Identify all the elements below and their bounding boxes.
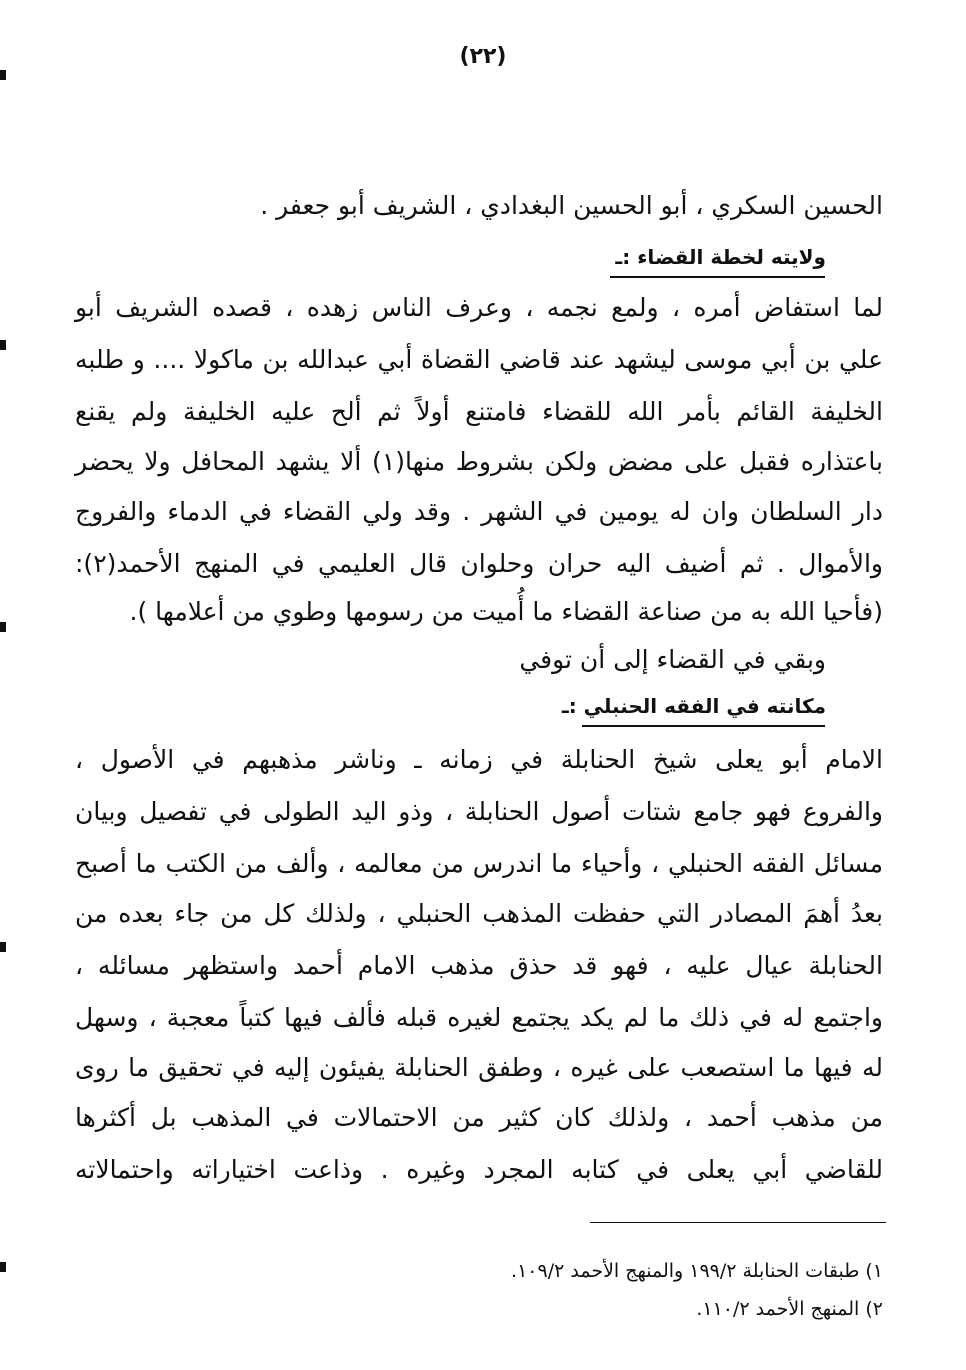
paragraph-line: الخليفة القائم بأمر الله للقضاء فامتنع أولاً ثم ألح عليه الخليفة ولم يقنع (75, 397, 883, 426)
paragraph-line: من مذهب أحمد ، ولذلك كان كثير من الاحتمالات في المذهب بل أكثرها (75, 1103, 883, 1132)
section-heading-hanbali-fiqh: مكانته في الفقه الحنبلي :ـ (561, 694, 826, 718)
paragraph-line: له فيها ما استصعب على غيره ، وطفق الحنابلة يفيئون إليه في تحقيق ما روى (75, 1053, 883, 1082)
heading-underline (610, 276, 825, 278)
paragraph-line: علي بن أبي موسى ليشهد عند قاضي القضاة أبي عبدالله بن ماكولا .... و طلبه (75, 345, 883, 374)
section-heading-judiciary: ولايته لخطة القضاء :ـ (615, 245, 826, 269)
paragraph-line: واجتمع له في ذلك ما لم يكد يجتمع لغيره قبله فألف فيها كتباً معجبة ، وسهل (75, 1003, 883, 1032)
margin-mark (0, 942, 6, 952)
paragraph-line: الحنابلة عيال عليه ، فهو قد حذق مذهب الامام أحمد واستظهر مسائله ، (75, 951, 883, 980)
footnote: ٢) المنهج الأحمد ١١٠/٢. (696, 1298, 883, 1320)
paragraph-line: والفروع فهو جامع شتات أصول الحنابلة ، وذو اليد الطولى في تفصيل وبيان (75, 797, 883, 826)
margin-mark (0, 70, 6, 80)
paragraph-line: مسائل الفقه الحنبلي ، وأحياء ما اندرس من معالمه ، وألف من الكتب ما أصبح (75, 849, 883, 878)
paragraph-line: والأموال . ثم أضيف اليه حران وحلوان قال العليمي في المنهج الأحمد(٢): (75, 549, 883, 578)
margin-mark (0, 1262, 6, 1272)
paragraph-line: بعدُ أهمَ المصادر التي حفظت المذهب الحنبلي ، ولذلك كل من جاء بعده من (75, 899, 883, 928)
footnote: ١) طبقات الحنابلة ١٩٩/٢ والمنهج الأحمد ١٠٩/٢. (511, 1260, 883, 1282)
paragraph-line: وبقي في القضاء إلى أن توفي (519, 645, 826, 674)
paragraph-line: لما استفاض أمره ، ولمع نجمه ، وعرف الناس زهده ، قصده الشريف أبو (75, 293, 883, 322)
paragraph-line: دار السلطان وان له يومين في الشهر . وقد ولي القضاء في الدماء والفروج (75, 497, 883, 526)
page-number: (٢٢) (459, 44, 507, 69)
paragraph-line: (فأحيا الله به من صناعة القضاء ما أُميت من رسومها وطوي من أعلامها ). (129, 597, 883, 626)
paragraph-line: الامام أبو يعلى شيخ الحنابلة في زمانه ـ وناشر مذهبهم في الأصول ، (75, 745, 883, 774)
paragraph-line: للقاضي أبي يعلى في كتابه المجرد وغيره . وذاعت اختياراته واحتمالاته (75, 1155, 883, 1184)
paragraph-line: باعتذاره فقبل على مضض ولكن بشروط منها(١) ألا يشهد المحافل ولا يحضر (75, 447, 883, 476)
footnote-separator (590, 1222, 886, 1223)
margin-mark (0, 622, 6, 632)
intro-line: الحسين السكري ، أبو الحسين البغدادي ، الشريف أبو جعفر . (260, 191, 883, 220)
heading-underline (582, 725, 825, 727)
margin-mark (0, 340, 6, 350)
